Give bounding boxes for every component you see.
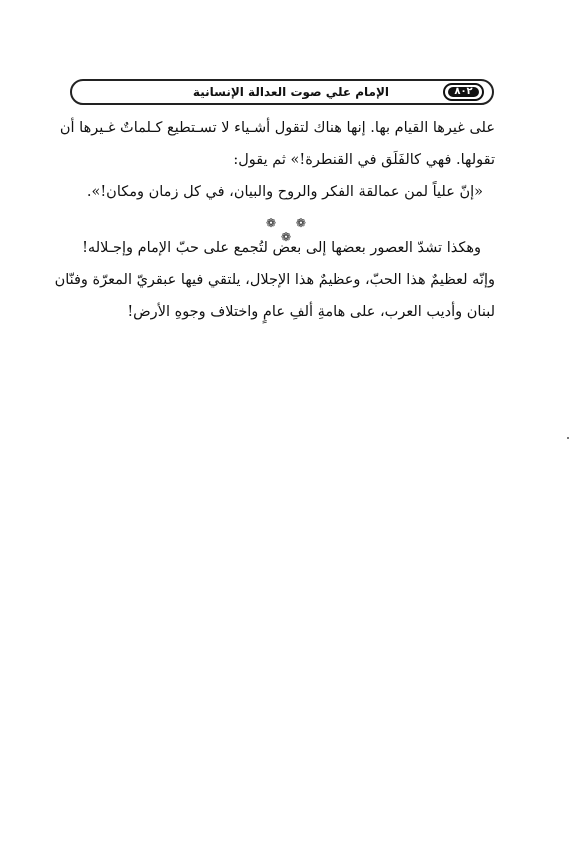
paragraph-1-line-1: على غيرها القيام بها. إنها هناك لتقول أشـياء لا تسـتطيع كـلماتٌ غـيرها أن <box>59 120 495 136</box>
paragraph-1-line-2: تقولها. فهي كالفَلَق في القنطرة!» ثم يقول: <box>233 152 495 168</box>
page-number-badge <box>443 83 484 101</box>
paragraph-1-line-3: «إنّ علياً لمن عمالقة الفكر والروح والبيان، في كل زمان ومكان!». <box>86 184 483 200</box>
paragraph-2-line-1: وهكذا تشدّ العصور بعضها إلى بعض لتُجمع على حبّ الإمام وإجـلاله! <box>82 240 481 256</box>
speck <box>567 437 569 439</box>
header-title: الإمام علي صوت العدالة الإنسانية <box>192 85 389 99</box>
running-header <box>70 79 494 105</box>
paragraph-2-line-2: وإنّه لعظيمٌ هذا الحبّ، وعظيمٌ هذا الإجلال، يلتقي فيها عبقريّ المعرّة وفنّان <box>54 272 495 288</box>
page-number: ٨٠٢ <box>448 87 479 97</box>
paragraph-2-line-3: لبنان وأديب العرب، على هامةِ ألفِ عامٍ واختلاف وجوهِ الأرض! <box>127 304 495 320</box>
section-separator: ❁ ❁ ❁ <box>266 216 314 244</box>
